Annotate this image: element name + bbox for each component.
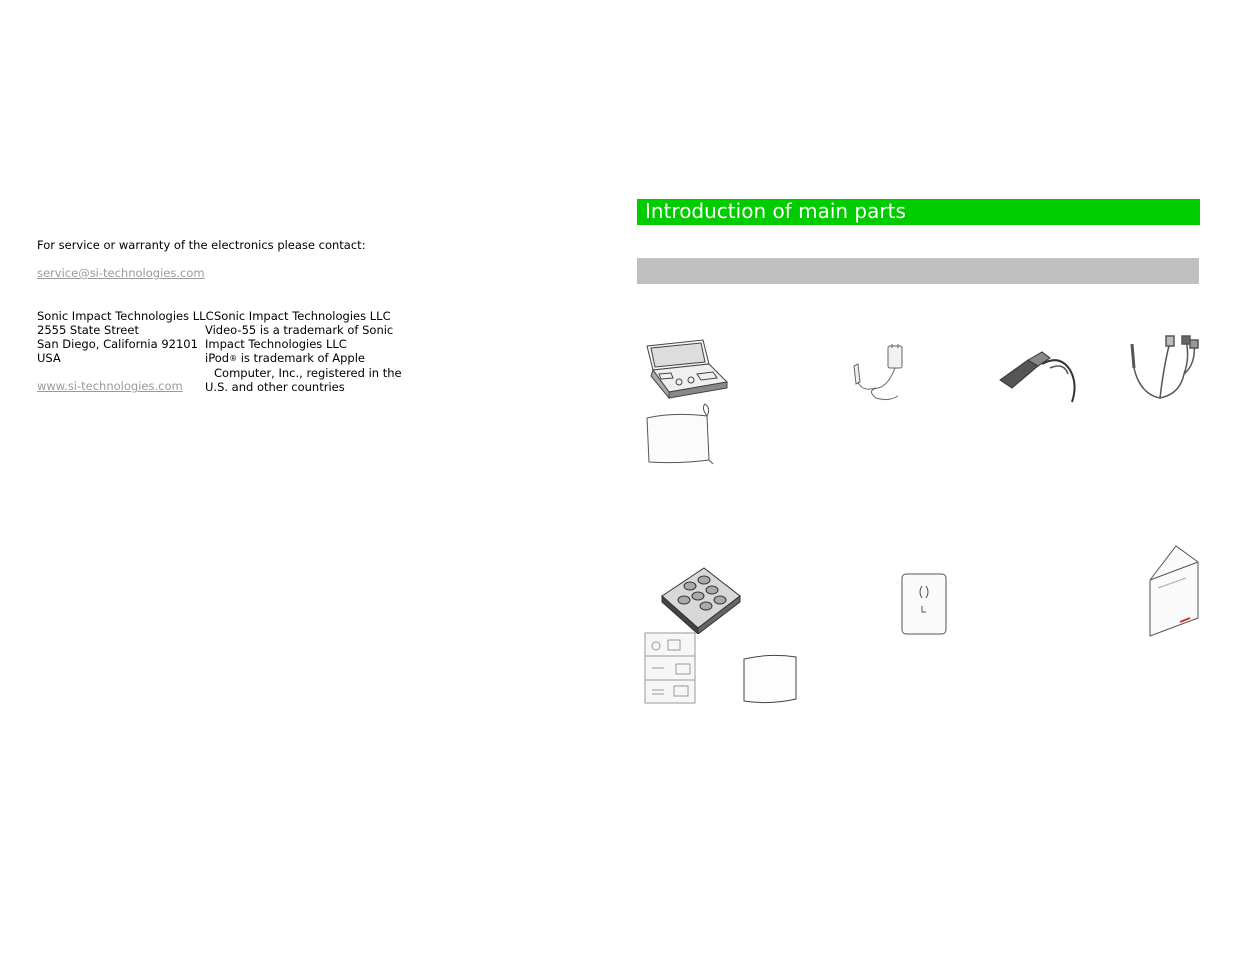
address-line: Sonic Impact Technologies LLC — [37, 309, 214, 323]
service-intro-text: For service or warranty of the electronics please contact: — [37, 238, 366, 252]
ac-power-adapter-icon — [848, 342, 910, 404]
trademark-line: U.S. and other countries — [205, 380, 345, 394]
car-charger-icon — [998, 344, 1082, 404]
section-title: Introduction of main parts — [645, 199, 906, 223]
ipod-word: iPod — [205, 351, 230, 365]
trademark-line — [205, 351, 402, 366]
trademark-notice — [205, 309, 402, 394]
user-manual-icon — [1146, 544, 1202, 638]
trademark-line: Impact Technologies LLC — [205, 337, 347, 351]
registered-mark: ® — [229, 354, 238, 363]
address-line: USA — [37, 351, 61, 365]
av-cable-icon — [1120, 334, 1200, 404]
section-title-bar — [637, 199, 1200, 225]
remote-control-icon — [660, 566, 742, 634]
trademark-line: Sonic Impact Technologies LLC — [214, 309, 391, 323]
website-link[interactable]: www.si-technologies.com — [37, 379, 183, 393]
trademark-line: Video-55 is a trademark of Sonic — [205, 323, 394, 337]
warranty-card-icon — [742, 653, 800, 705]
dock-adapter-icon — [900, 572, 948, 636]
parts-subheader-bar — [637, 258, 1199, 284]
trademark-line-text: is trademark of Apple — [240, 351, 365, 365]
carry-pouch-icon — [643, 402, 719, 466]
quick-start-guide-icon — [644, 632, 696, 704]
company-address — [37, 309, 214, 365]
trademark-line: Computer, Inc., registered in the — [214, 366, 402, 380]
address-line: San Diego, California 92101 — [37, 337, 198, 351]
service-email-link[interactable]: service@si-technologies.com — [37, 266, 205, 280]
video-player-case-icon — [643, 338, 731, 400]
address-line: 2555 State Street — [37, 323, 139, 337]
